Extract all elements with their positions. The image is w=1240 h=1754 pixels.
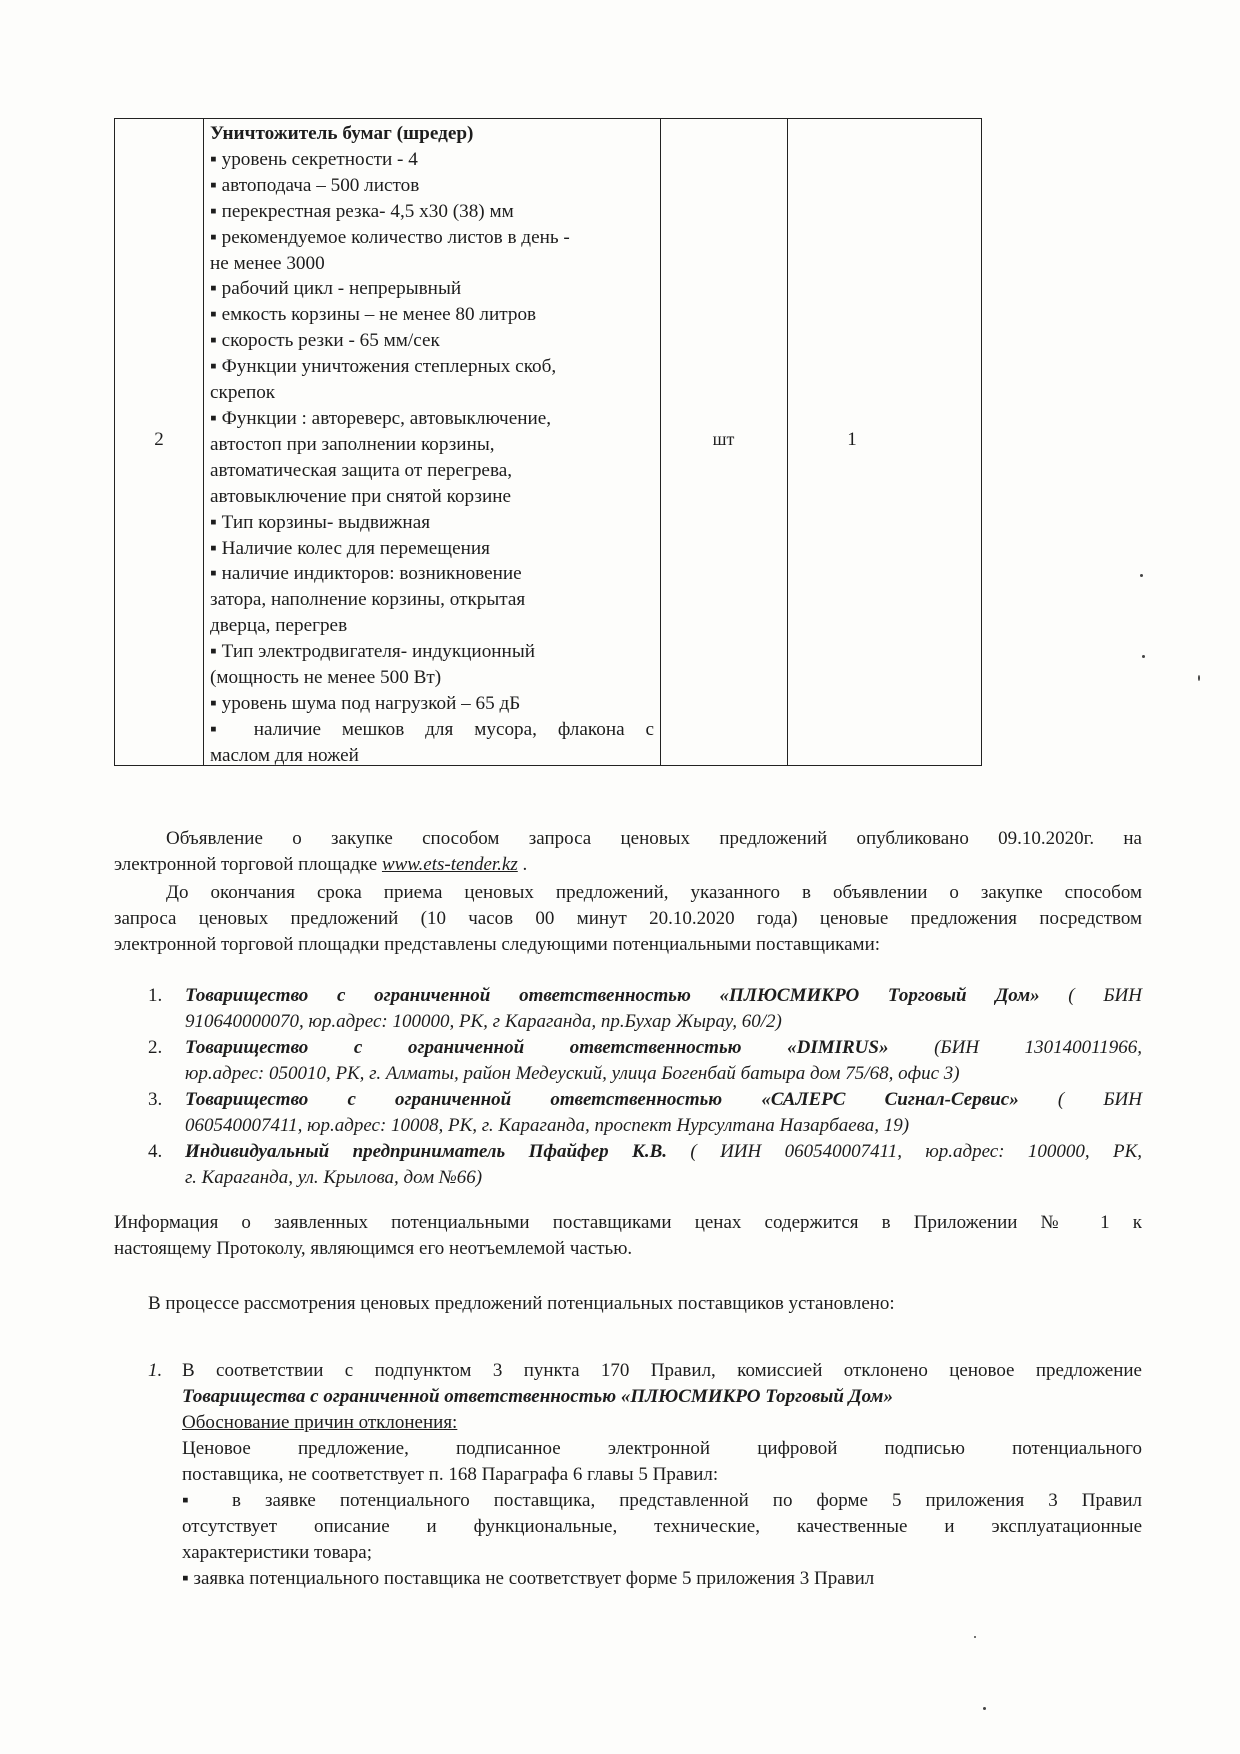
spec-line: ▪ Тип корзины- выдвижная xyxy=(210,511,431,533)
announcement-paragraph xyxy=(114,826,1142,878)
item-description-cell xyxy=(210,121,654,769)
paragraph-line: характеристики товара; xyxy=(182,1542,372,1563)
supplier-name: Товарищество с ограниченной ответственностью «DIMIRUS» xyxy=(185,1037,889,1058)
spec-line: автостоп при заполнении корзины, xyxy=(210,433,495,455)
paragraph-line: запроса ценовых предложений (10 часов 00 минут 20.10.2020 года) ценовые предложения посредством xyxy=(114,908,1142,929)
paragraph-line: ▪ заявка потенциального поставщика не соответствует форме 5 приложения 3 Правил xyxy=(182,1568,875,1589)
spec-line: ▪ наличие мешков для мусора, флакона с xyxy=(210,718,654,740)
paragraph-text: . xyxy=(517,854,528,875)
paragraph-line: поставщика, не соответствует п. 168 Параграфа 6 главы 5 Правил: xyxy=(182,1464,719,1485)
paragraph-text: электронной торговой площадке xyxy=(114,854,382,875)
list-number: 1. xyxy=(148,985,163,1006)
supplier-item xyxy=(148,1035,1142,1087)
supplier-list xyxy=(148,983,1142,1191)
supplier-name: Товарищество с ограниченной ответственностью «ПЛЮСМИКРО Торговый Дом» xyxy=(185,985,1040,1006)
spec-line: ▪ Функции : автореверс, автовыключение, xyxy=(210,407,552,429)
rejection-reason-heading: Обоснование причин отклонения: xyxy=(182,1412,458,1433)
paragraph-line: В соответствии с подпунктом 3 пункта 170 Правил, комиссией отклонено ценовое предложение xyxy=(182,1360,1142,1381)
supplier-details: ( БИН xyxy=(1039,985,1142,1006)
row-number-cell: 2 xyxy=(154,429,164,450)
deadline-paragraph xyxy=(114,880,1142,958)
paragraph-line: Информация о заявленных потенциальными поставщиками ценах содержится в Приложении № 1 к xyxy=(114,1212,1142,1233)
supplier-name: Индивидуальный предприниматель Пфайфер К.В. xyxy=(185,1141,668,1162)
spec-line: ▪ емкость корзины – не менее 80 литров xyxy=(210,304,537,326)
paragraph-line: ▪ в заявке потенциального поставщика, представленной по форме 5 приложения 3 Правил xyxy=(182,1490,1142,1511)
spec-line: ▪ скорость резки - 65 мм/сек xyxy=(210,330,440,352)
supplier-name: Товарищество с ограниченной ответственностью «САЛЕРС Сигнал-Сервис» xyxy=(185,1089,1019,1110)
paragraph-line: Объявление о закупке способом запроса ценовых предложений опубликовано 09.10.2020г. на xyxy=(166,828,1142,849)
rejection-section xyxy=(148,1358,1142,1592)
info-paragraph xyxy=(114,1210,1142,1262)
spec-line: автовыключение при снятой корзине xyxy=(210,485,512,507)
scan-speck xyxy=(983,1707,986,1710)
quantity-cell: 1 xyxy=(847,429,857,450)
spec-line: не менее 3000 xyxy=(210,252,325,274)
paragraph-line xyxy=(114,852,1142,878)
table-divider xyxy=(203,119,204,765)
spec-line: автоматическая защита от перегрева, xyxy=(210,459,513,481)
spec-line: скрепок xyxy=(210,382,276,404)
paragraph-line: настоящему Протоколу, являющимся его неотъемлемой частью. xyxy=(114,1238,633,1259)
scan-speck xyxy=(1142,655,1145,658)
spec-line: затора, наполнение корзины, открытая xyxy=(210,589,526,611)
scan-speck xyxy=(1198,675,1200,681)
spec-line: дверца, перегрев xyxy=(210,615,348,637)
list-number: 2. xyxy=(148,1037,163,1058)
supplier-address: 060540007411, юр.адрес: 10008, РК, г. Караганда, проспект Нурсултана Назарбаева, 19) xyxy=(185,1115,910,1136)
spec-line: ▪ перекрестная резка- 4,5 х30 (38) мм xyxy=(210,200,514,222)
unit-cell: шт xyxy=(712,429,735,449)
paragraph-line: До окончания срока приема ценовых предложений, указанного в объявлении о закупке способом xyxy=(166,882,1142,903)
spec-line: ▪ уровень секретности - 4 xyxy=(210,148,418,170)
rejected-supplier-name: Товарищества с ограниченной ответственностью «ПЛЮСМИКРО Торговый Дом» xyxy=(182,1386,893,1407)
spec-line: ▪ рекомендуемое количество листов в день - xyxy=(210,226,570,248)
list-number: 3. xyxy=(148,1089,163,1110)
review-paragraph xyxy=(148,1291,1142,1317)
supplier-details: (БИН 130140011966, xyxy=(888,1037,1142,1058)
scan-speck xyxy=(1140,574,1143,577)
supplier-details: ( БИН xyxy=(1018,1089,1142,1110)
spec-line: ▪ автоподача – 500 листов xyxy=(210,174,420,196)
spec-line: ▪ наличие индикторов: возникновение xyxy=(210,563,522,585)
list-number: 4. xyxy=(148,1141,163,1162)
paragraph-line: В процессе рассмотрения ценовых предложений потенциальных поставщиков установлено: xyxy=(148,1293,895,1314)
list-number: 1. xyxy=(148,1360,163,1381)
paragraph-line: отсутствует описание и функциональные, технические, качественные и эксплуатационные xyxy=(182,1516,1142,1537)
spec-line: ▪ Функции уничтожения степлерных скоб, xyxy=(210,356,557,378)
supplier-item xyxy=(148,983,1142,1035)
spec-line: ▪ Тип электродвигателя- индукционный xyxy=(210,641,535,663)
supplier-item xyxy=(148,1087,1142,1139)
item-title: Уничтожитель бумаг (шредер) xyxy=(210,123,474,144)
supplier-address: г. Караганда, ул. Крылова, дом №66) xyxy=(185,1167,483,1188)
spec-line: ▪ рабочий цикл - непрерывный xyxy=(210,278,462,300)
supplier-address: 910640000070, юр.адрес: 100000, РК, г Караганда, пр.Бухар Жырау, 60/2) xyxy=(185,1011,782,1032)
spec-line: маслом для ножей xyxy=(210,744,359,766)
scan-speck xyxy=(974,1636,976,1638)
paragraph-line: электронной торговой площадки представлены следующими потенциальными поставщиками: xyxy=(114,934,881,955)
paragraph-line: Ценовое предложение, подписанное электронной цифровой подписью потенциального xyxy=(182,1438,1142,1459)
spec-line: ▪ Наличие колес для перемещения xyxy=(210,537,490,559)
supplier-details: ( ИИН 060540007411, юр.адрес: 100000, РК, xyxy=(667,1141,1142,1162)
specification-table xyxy=(114,118,982,766)
spec-line: ▪ уровень шума под нагрузкой – 65 дБ xyxy=(210,692,521,714)
spec-line: (мощность не менее 500 Вт) xyxy=(210,667,442,689)
supplier-item xyxy=(148,1139,1142,1191)
tender-site-link[interactable]: www.ets-tender.kz xyxy=(381,854,518,875)
supplier-address: юр.адрес: 050010, РК, г. Алматы, район Медеуский, улица Богенбай батыра дом 75/68, офис 3) xyxy=(185,1063,960,1084)
